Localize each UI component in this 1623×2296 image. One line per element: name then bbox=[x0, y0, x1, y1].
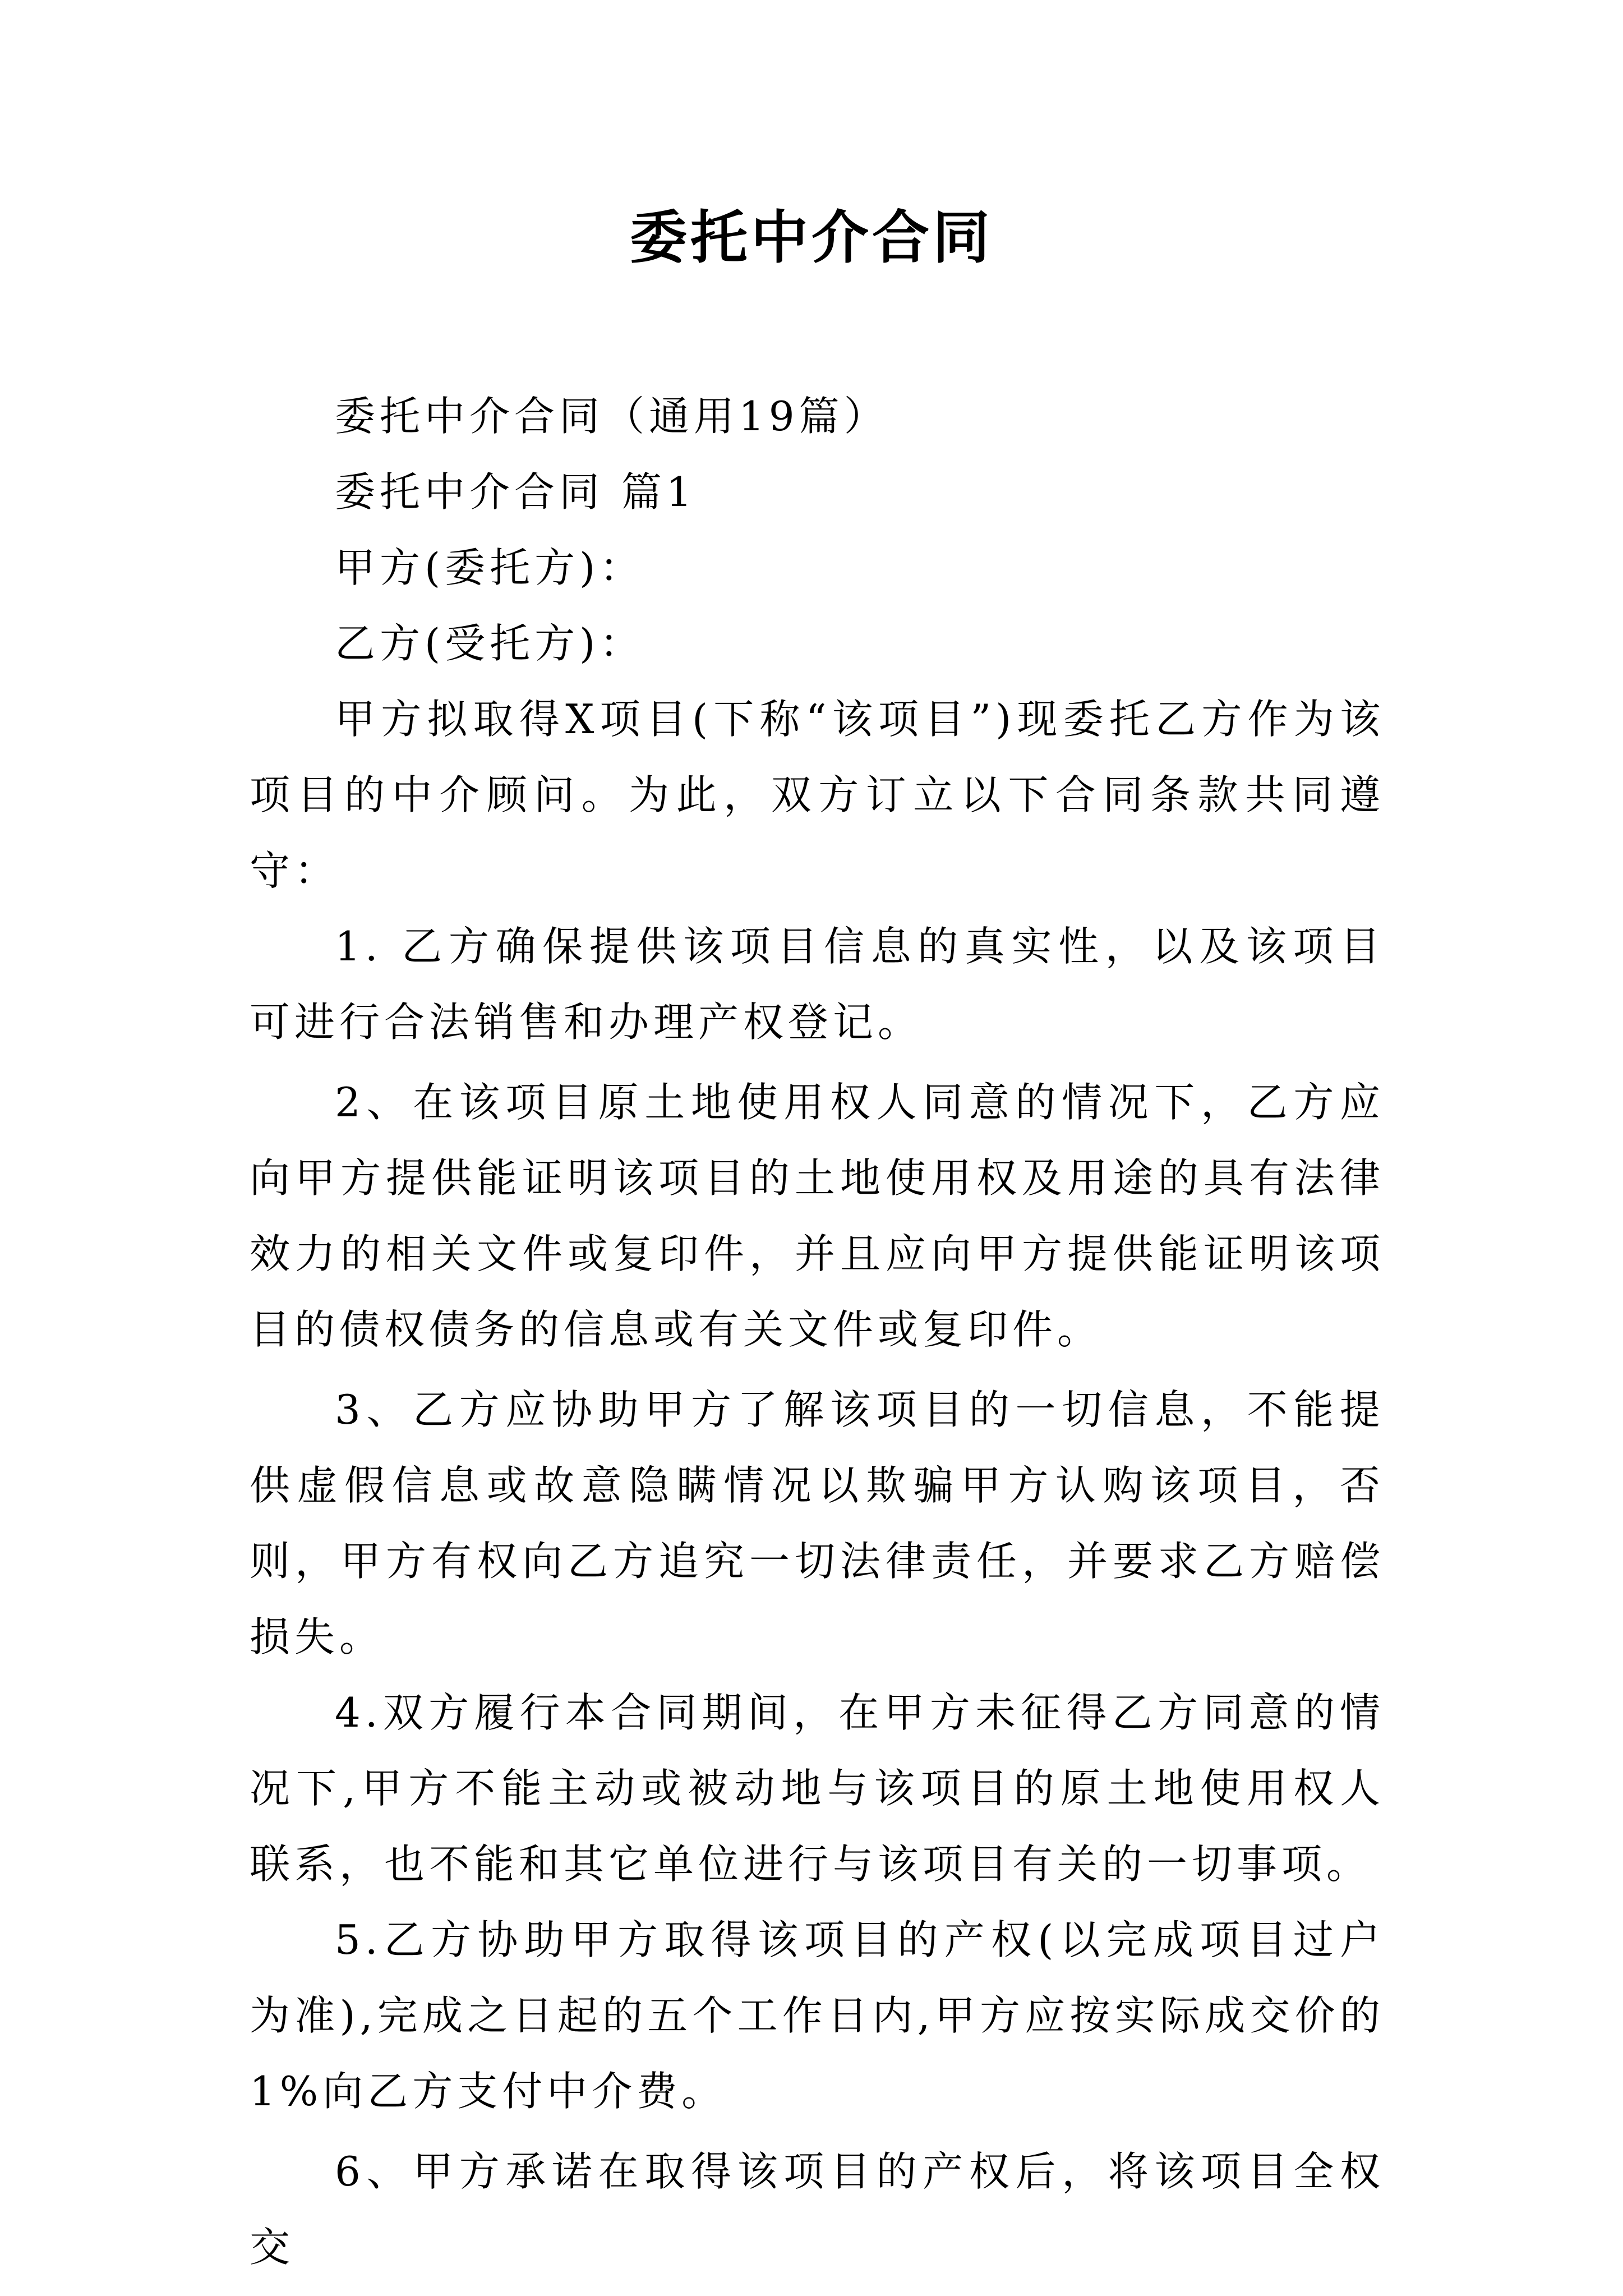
paragraph-clause-3: 3、乙方应协助甲方了解该项目的一切信息，不能提供虚假信息或故意隐瞒情况以欺骗甲方认购该项目，否则，甲方有权向乙方追究一切法律责任，并要求乙方赔偿损失。 bbox=[250, 1386, 1385, 1660]
document-title: 委托中介合同 bbox=[630, 205, 993, 272]
paragraph-clause-4: 4.双方履行本合同期间，在甲方未征得乙方同意的情况下,甲方不能主动或被动地与该项目的原土地使用权人联系，也不能和其它单位进行与该项目有关的一切事项。 bbox=[250, 1689, 1385, 1888]
paragraph-clause-5: 5.乙方协助甲方取得该项目的产权(以完成项目过户为准),完成之日起的五个工作日内,甲方应按实际成交价的1%向乙方支付中介费。 bbox=[250, 1916, 1385, 2115]
paragraph-clause-1: 1. 乙方确保提供该项目信息的真实性，以及该项目可进行合法销售和办理产权登记。 bbox=[250, 923, 1385, 1046]
paragraph-party-b: 乙方(受托方)： bbox=[335, 620, 645, 667]
paragraph-clause-2: 2、在该项目原土地使用权人同意的情况下，乙方应向甲方提供能证明该项目的土地使用权及用途的具有法律效力的相关文件或复印件，并且应向甲方提供能证明该项目的债权债务的信息或有关文件或复印件。 bbox=[250, 1079, 1385, 1353]
paragraph-section-heading: 委托中介合同 篇1 bbox=[335, 468, 697, 516]
paragraph-preamble: 甲方拟取得X项目(下称“该项目”)现委托乙方作为该项目的中介顾问。为此，双方订立以下合同条款共同遵守： bbox=[250, 696, 1385, 894]
paragraph-collection-title: 委托中介合同（通用19篇） bbox=[335, 393, 889, 440]
paragraph-party-a: 甲方(委托方)： bbox=[335, 544, 645, 591]
paragraph-clause-6: 6、甲方承诺在取得该项目的产权后，将该项目全权交 bbox=[250, 2148, 1385, 2271]
document-body bbox=[250, 379, 1385, 2285]
